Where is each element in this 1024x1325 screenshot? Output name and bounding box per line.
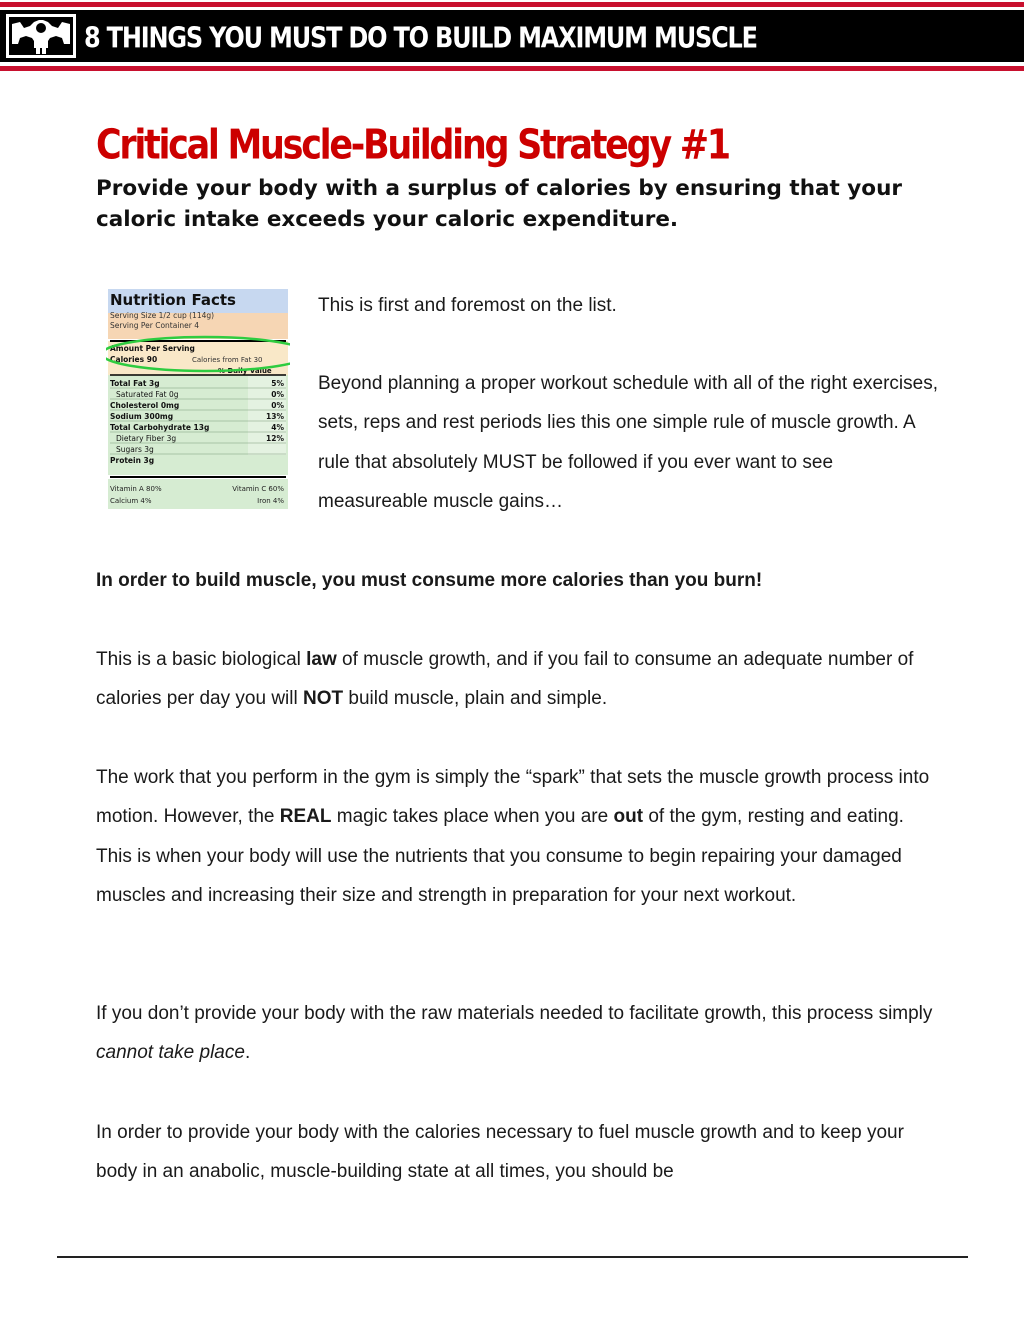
flexing-bodybuilder-icon bbox=[6, 14, 76, 58]
nf-row-label: Total Fat 3g bbox=[110, 379, 160, 388]
banner-bottom-rule bbox=[0, 66, 1024, 71]
vitamin-c: Vitamin C 60% bbox=[232, 485, 284, 493]
calories-from-fat: Calories from Fat 30 bbox=[192, 356, 263, 364]
nf-row-label: Sugars 3g bbox=[116, 445, 154, 454]
calories: Calories 90 bbox=[110, 355, 158, 364]
nf-row-label: Cholesterol 0mg bbox=[110, 401, 180, 410]
iron: Iron 4% bbox=[257, 497, 284, 505]
banner-bar bbox=[0, 10, 1024, 62]
servings-per-container: Serving Per Container 4 bbox=[110, 321, 200, 330]
amount-per-serving: Amount Per Serving bbox=[110, 344, 195, 353]
nf-row-dv: 12% bbox=[266, 434, 284, 443]
nf-row-dv: 13% bbox=[266, 412, 284, 421]
emphasis-law: law bbox=[306, 649, 337, 670]
serving-size: Serving Size 1/2 cup (114g) bbox=[110, 311, 215, 320]
paragraph-intro: This is first and foremost on the list. bbox=[318, 295, 617, 316]
paragraph-spark: The work that you perform in the gym is simply the “spark” that sets the muscle growth process into motion. However, the REAL magic takes place when you are out of the gym, resting and eating. This is when your body will use the nutrients that you consume to begin repairing your damaged muscles and increasing their size and strength in preparation for your next workout. bbox=[96, 767, 930, 907]
paragraph-anabolic: In order to provide your body with the calories necessary to fuel muscle growth and to keep your body in an anabolic, muscle-building state at all times, you should be bbox=[96, 1122, 904, 1183]
emphasis-out: out bbox=[613, 806, 644, 828]
key-statement: In order to build muscle, you must consume more calories than you burn! bbox=[96, 570, 763, 591]
nf-row-dv: 0% bbox=[271, 401, 284, 410]
nf-row-label: Sodium 300mg bbox=[110, 412, 174, 421]
calcium: Calcium 4% bbox=[110, 497, 152, 505]
nf-row-dv: 0% bbox=[271, 390, 284, 399]
section-subheading: Provide your body with a surplus of calories by ensuring that your caloric intake exceeds your caloric expenditure. bbox=[96, 176, 902, 232]
nutrition-title: Nutrition Facts bbox=[110, 291, 236, 309]
emphasis-not: NOT bbox=[302, 688, 344, 710]
daily-value-header: % Daily Value bbox=[218, 367, 272, 375]
nf-row-label: Protein 3g bbox=[110, 456, 155, 465]
nutrition-facts-label bbox=[106, 289, 290, 511]
vitamin-a: Vitamin A 80% bbox=[110, 485, 162, 493]
emphasis-cannot: cannot take place bbox=[96, 1042, 245, 1064]
nf-row-label: Total Carbohydrate 13g bbox=[110, 423, 210, 432]
banner-title: 8 THINGS YOU MUST DO TO BUILD MAXIMUM MUSCLE bbox=[84, 21, 757, 55]
page-banner bbox=[0, 0, 1024, 74]
paragraph-raw-materials: If you don’t provide your body with the raw materials needed to facilitate growth, this process simply cannot take place. bbox=[96, 1003, 933, 1064]
nf-row-label: Dietary Fiber 3g bbox=[116, 434, 177, 443]
nf-row-dv: 4% bbox=[271, 423, 284, 432]
footer-rule bbox=[57, 1256, 968, 1258]
emphasis-real: REAL bbox=[279, 806, 332, 828]
nf-row-label: Saturated Fat 0g bbox=[116, 390, 179, 399]
banner-top-rule bbox=[0, 2, 1024, 7]
paragraph-law: This is a basic biological law of muscle growth, and if you fail to consume an adequate number of calories per day you will NOT build muscle, plain and simple. bbox=[96, 649, 914, 710]
paragraph-rule: Beyond planning a proper workout schedule with all of the right exercises, sets, reps and rest periods lies this one simple rule of muscle growth. A rule that absolutely MUST be followed if you ever want to see measureable muscle gains… bbox=[318, 373, 938, 513]
nf-row-dv: 5% bbox=[271, 379, 284, 388]
section-heading: Critical Muscle-Building Strategy #1 bbox=[96, 122, 729, 170]
